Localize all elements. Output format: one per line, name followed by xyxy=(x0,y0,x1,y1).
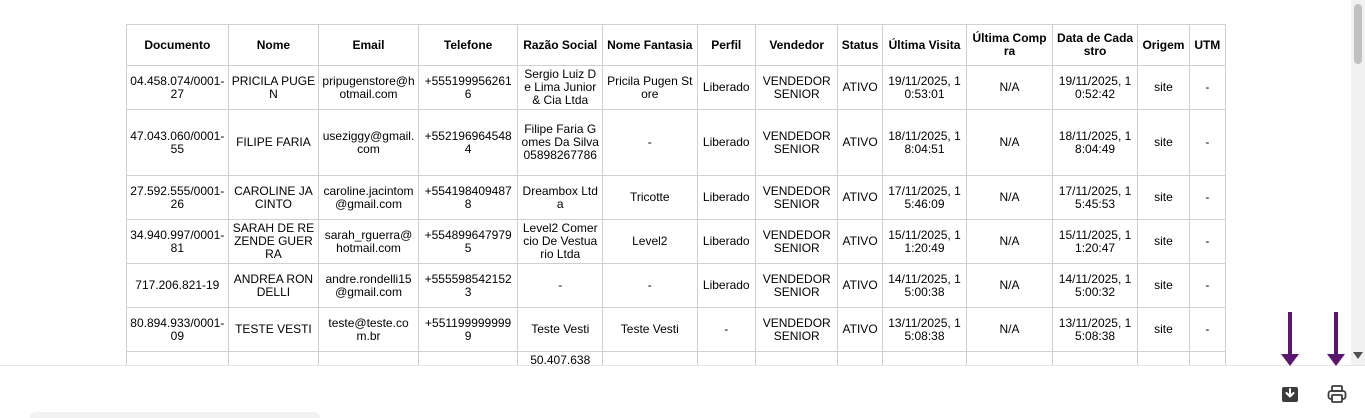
cell-telefone: +5555985421523 xyxy=(418,264,518,308)
table-header-row xyxy=(127,25,1226,66)
cell-telefone: +5541984094878 xyxy=(418,176,518,220)
cell-telefone: +5551999562616 xyxy=(418,66,518,110)
cell-vendedor: VENDEDOR SENIOR xyxy=(755,264,838,308)
printer-icon xyxy=(1325,382,1349,406)
column-header-razao-social: Razão Social xyxy=(518,25,603,66)
table-row xyxy=(127,352,1226,366)
bottom-panel-edge xyxy=(30,412,320,418)
cell-nome-fantasia: Level2 xyxy=(602,220,697,264)
cell-ultima-visita: 14/11/2025, 15:00:38 xyxy=(882,264,967,308)
column-header-documento: Documento xyxy=(127,25,229,66)
column-header-vendedor: Vendedor xyxy=(755,25,838,66)
cell-utm: - xyxy=(1189,176,1225,220)
cell-data-cadastro: 18/11/2025, 18:04:49 xyxy=(1052,110,1138,176)
cell-vendedor xyxy=(755,352,838,366)
annotation-arrowhead-download xyxy=(1281,354,1299,366)
cell-ultima-visita: 19/11/2025, 10:53:01 xyxy=(882,66,967,110)
cell-nome-fantasia: Teste Vesti xyxy=(602,308,697,352)
cell-email: andre.rondelli15@gmail.com xyxy=(319,264,419,308)
cell-ultima-visita: 15/11/2025, 11:20:49 xyxy=(882,220,967,264)
table-row xyxy=(127,176,1226,220)
cell-razao-social: Sergio Luiz De Lima Junior & Cia Ltda xyxy=(518,66,603,110)
column-header-ultima-visita: Última Visita xyxy=(882,25,967,66)
cell-vendedor: VENDEDOR SENIOR xyxy=(755,176,838,220)
table-body xyxy=(127,66,1226,366)
cell-nome: FILIPE FARIA xyxy=(228,110,319,176)
cell-status: ATIVO xyxy=(838,66,882,110)
cell-origem: site xyxy=(1138,110,1189,176)
cell-status: ATIVO xyxy=(838,264,882,308)
cell-nome: ANDREA RONDELLI xyxy=(228,264,319,308)
column-header-utm: UTM xyxy=(1189,25,1225,66)
cell-status: ATIVO xyxy=(838,308,882,352)
column-header-data-cadastro: Data de Cadastro xyxy=(1052,25,1138,66)
cell-origem: site xyxy=(1138,220,1189,264)
cell-data-cadastro: 14/11/2025, 15:00:32 xyxy=(1052,264,1138,308)
cell-data-cadastro: 13/11/2025, 15:08:38 xyxy=(1052,308,1138,352)
cell-razao-social: Level2 Comercio De Vestuario Ltda xyxy=(518,220,603,264)
table-row xyxy=(127,308,1226,352)
column-header-nome: Nome xyxy=(228,25,319,66)
cell-ultima-compra: N/A xyxy=(967,264,1053,308)
cell-vendedor: VENDEDOR SENIOR xyxy=(755,220,838,264)
cell-documento: 34.940.997/0001-81 xyxy=(127,220,229,264)
cell-ultima-visita: 18/11/2025, 18:04:51 xyxy=(882,110,967,176)
cell-telefone: +5521969645484 xyxy=(418,110,518,176)
cell-ultima-compra: N/A xyxy=(967,176,1053,220)
annotation-arrow-download xyxy=(1288,312,1292,356)
bottom-toolbar xyxy=(0,365,1365,418)
cell-nome xyxy=(228,352,319,366)
cell-perfil: Liberado xyxy=(697,66,755,110)
cell-nome-fantasia: - xyxy=(602,110,697,176)
cell-perfil: Liberado xyxy=(697,110,755,176)
cell-origem: site xyxy=(1138,176,1189,220)
cell-razao-social: Filipe Faria Gomes Da Silva 05898267786 xyxy=(518,110,603,176)
cell-status xyxy=(838,352,882,366)
cell-data-cadastro: 19/11/2025, 10:52:42 xyxy=(1052,66,1138,110)
cell-email: teste@teste.com.br xyxy=(319,308,419,352)
cell-documento: 27.592.555/0001-26 xyxy=(127,176,229,220)
cell-nome-fantasia: Tricotte xyxy=(602,176,697,220)
scrollbar-thumb[interactable] xyxy=(1354,4,1362,64)
column-header-origem: Origem xyxy=(1138,25,1189,66)
scroll-down-arrow-icon[interactable] xyxy=(1353,352,1363,359)
cell-nome-fantasia: Pricila Pugen Store xyxy=(602,66,697,110)
table-row xyxy=(127,220,1226,264)
cell-documento: 47.043.060/0001-55 xyxy=(127,110,229,176)
table-row xyxy=(127,66,1226,110)
cell-origem: site xyxy=(1138,308,1189,352)
cell-telefone xyxy=(418,352,518,366)
cell-status: ATIVO xyxy=(838,176,882,220)
cell-ultima-compra xyxy=(967,352,1053,366)
cell-utm: - xyxy=(1189,220,1225,264)
cell-razao-social: 50.407.638 xyxy=(518,352,603,366)
cell-ultima-visita xyxy=(882,352,967,366)
cell-data-cadastro: 15/11/2025, 11:20:47 xyxy=(1052,220,1138,264)
cell-documento: 80.894.933/0001-09 xyxy=(127,308,229,352)
cell-origem xyxy=(1138,352,1189,366)
annotation-arrowhead-print xyxy=(1327,354,1345,366)
column-header-nome-fantasia: Nome Fantasia xyxy=(602,25,697,66)
cell-vendedor: VENDEDOR SENIOR xyxy=(755,110,838,176)
cell-ultima-compra: N/A xyxy=(967,308,1053,352)
column-header-email: Email xyxy=(319,25,419,66)
cell-razao-social: Dreambox Ltda xyxy=(518,176,603,220)
cell-data-cadastro xyxy=(1052,352,1138,366)
table-row xyxy=(127,264,1226,308)
cell-email: useziggy@gmail.com xyxy=(319,110,419,176)
cell-email: sarah_rguerra@hotmail.com xyxy=(319,220,419,264)
cell-ultima-compra: N/A xyxy=(967,110,1053,176)
cell-data-cadastro: 17/11/2025, 15:45:53 xyxy=(1052,176,1138,220)
cell-email: pripugenstore@hotmail.com xyxy=(319,66,419,110)
cell-nome: TESTE VESTI xyxy=(228,308,319,352)
cell-nome: PRICILA PUGEN xyxy=(228,66,319,110)
cell-perfil: - xyxy=(697,308,755,352)
cell-perfil: Liberado xyxy=(697,264,755,308)
cell-status: ATIVO xyxy=(838,110,882,176)
cell-origem: site xyxy=(1138,264,1189,308)
annotation-arrow-print xyxy=(1334,312,1338,356)
column-header-perfil: Perfil xyxy=(697,25,755,66)
cell-perfil: Liberado xyxy=(697,220,755,264)
cell-nome-fantasia xyxy=(602,352,697,366)
download-icon xyxy=(1278,382,1302,406)
cell-vendedor: VENDEDOR SENIOR xyxy=(755,308,838,352)
cell-perfil: Liberado xyxy=(697,176,755,220)
cell-documento: 717.206.821-19 xyxy=(127,264,229,308)
cell-utm: - xyxy=(1189,264,1225,308)
table-row xyxy=(127,110,1226,176)
cell-utm: - xyxy=(1189,308,1225,352)
cell-razao-social: - xyxy=(518,264,603,308)
column-header-ultima-compra: Última Compra xyxy=(967,25,1053,66)
cell-utm: - xyxy=(1189,110,1225,176)
cell-vendedor: VENDEDOR SENIOR xyxy=(755,66,838,110)
clients-table xyxy=(126,24,1226,365)
cell-documento: 04.458.074/0001-27 xyxy=(127,66,229,110)
cell-perfil xyxy=(697,352,755,366)
download-button[interactable] xyxy=(1278,382,1302,406)
cell-origem: site xyxy=(1138,66,1189,110)
cell-ultima-visita: 13/11/2025, 15:08:38 xyxy=(882,308,967,352)
cell-telefone: +5511999999999 xyxy=(418,308,518,352)
cell-utm: - xyxy=(1189,66,1225,110)
cell-ultima-compra: N/A xyxy=(967,66,1053,110)
cell-nome: CAROLINE JACINTO xyxy=(228,176,319,220)
column-header-telefone: Telefone xyxy=(418,25,518,66)
cell-razao-social: Teste Vesti xyxy=(518,308,603,352)
vertical-scrollbar[interactable] xyxy=(1351,0,1365,365)
cell-telefone: +5548996479795 xyxy=(418,220,518,264)
cell-nome: SARAH DE REZENDE GUERRA xyxy=(228,220,319,264)
print-button[interactable] xyxy=(1325,382,1349,406)
cell-ultima-compra: N/A xyxy=(967,220,1053,264)
cell-documento xyxy=(127,352,229,366)
cell-nome-fantasia: - xyxy=(602,264,697,308)
cell-ultima-visita: 17/11/2025, 15:46:09 xyxy=(882,176,967,220)
column-header-status: Status xyxy=(838,25,882,66)
cell-utm xyxy=(1189,352,1225,366)
cell-status: ATIVO xyxy=(838,220,882,264)
cell-email xyxy=(319,352,419,366)
cell-email: caroline.jacintom@gmail.com xyxy=(319,176,419,220)
